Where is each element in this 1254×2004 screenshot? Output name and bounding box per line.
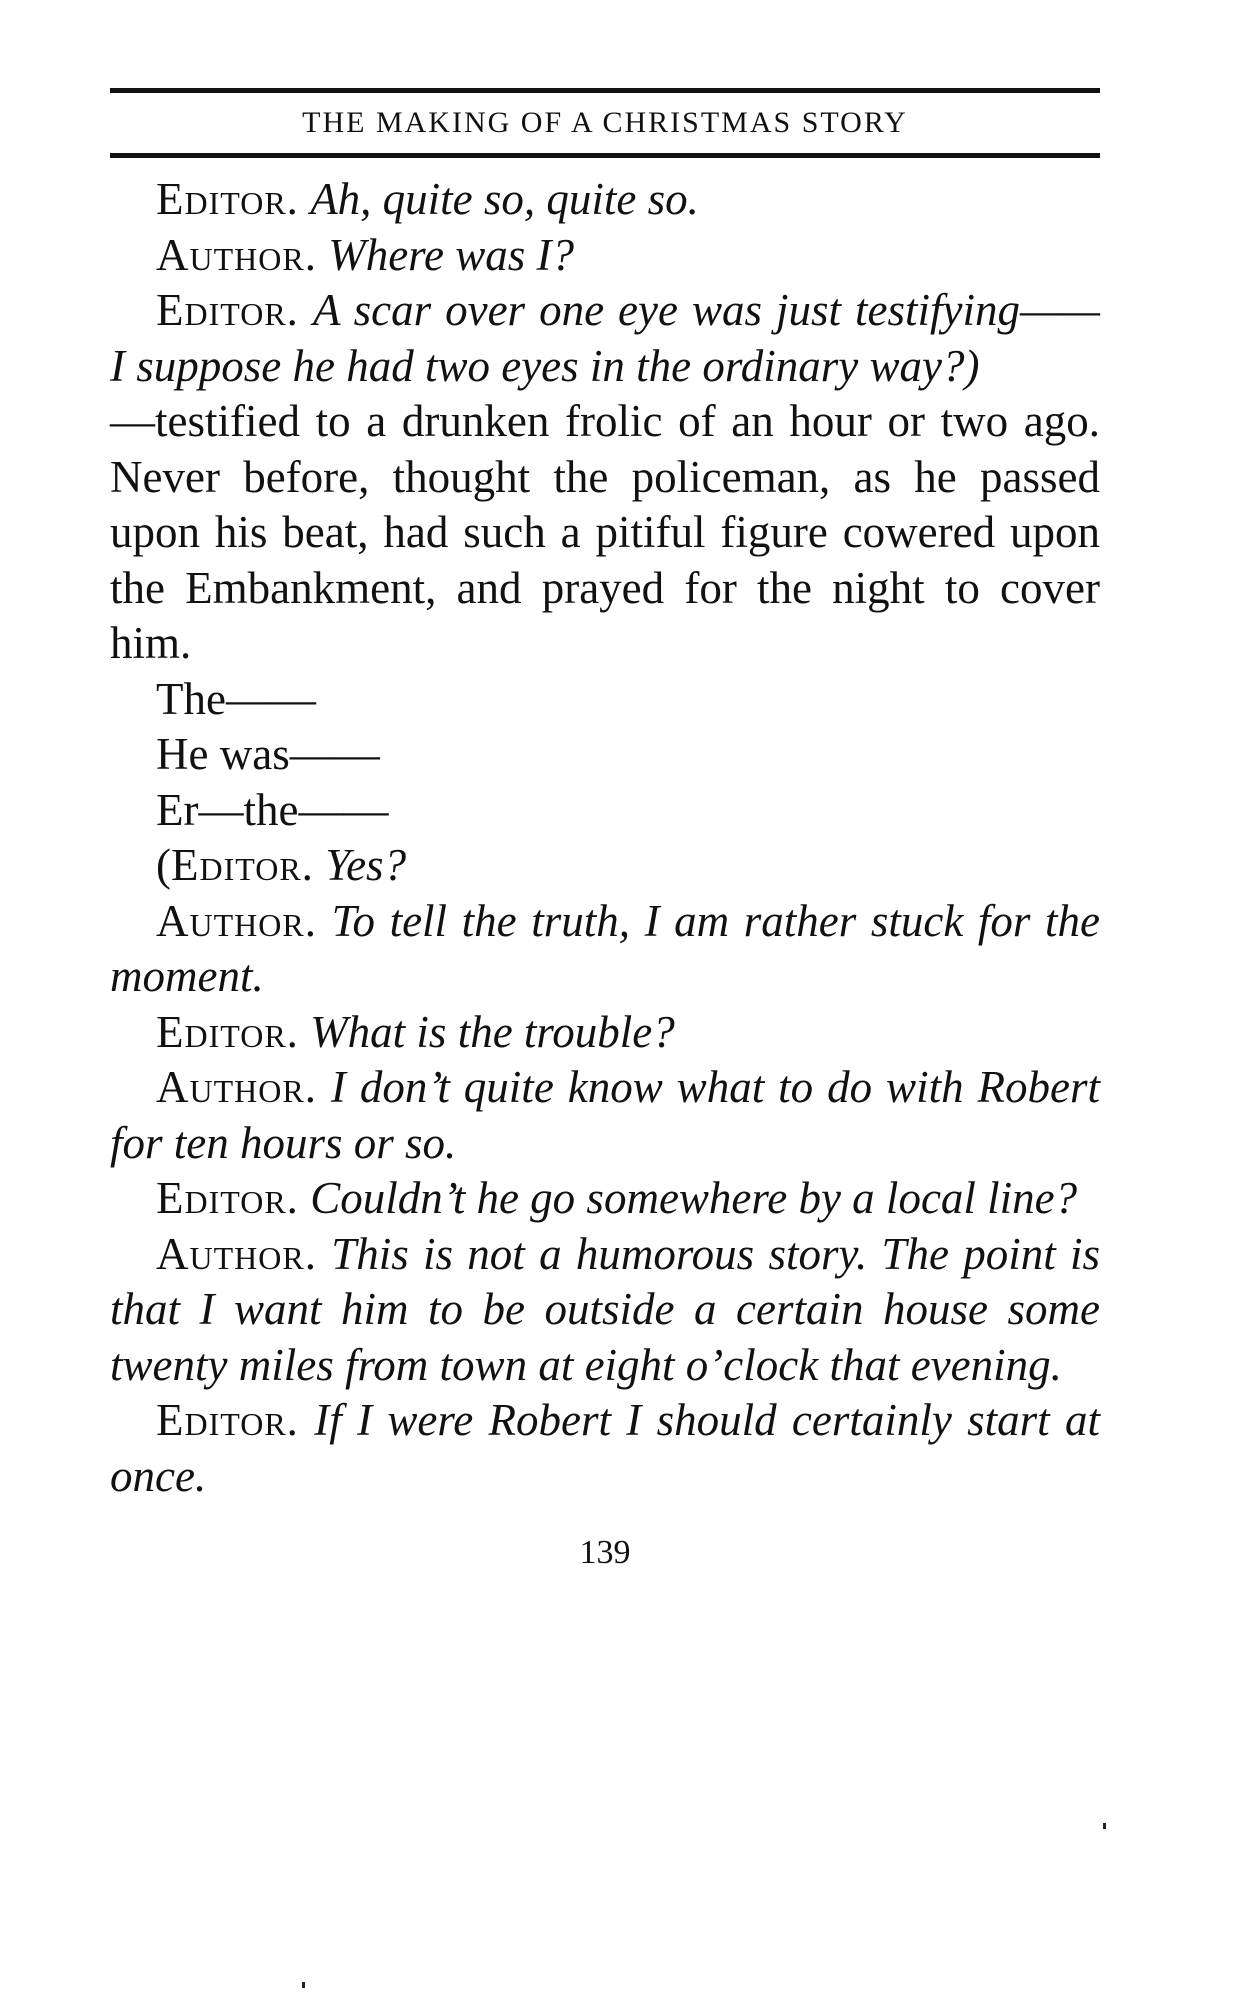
- page-number: 139: [579, 1534, 631, 1571]
- dialogue-text: Yes?: [325, 840, 407, 890]
- narrative-line: He was——: [156, 729, 380, 779]
- paragraph: [110, 1393, 1100, 1504]
- running-head: THE MAKING OF A CHRISTMAS STORY: [302, 106, 908, 139]
- scan-speck: [302, 1982, 305, 1988]
- dialogue-text: This is not a humorous story. The point is that I want him to be outside a certain house some twenty miles from town at eight o’clock that evening.: [110, 1228, 1101, 1390]
- speaker-label: Editor.: [156, 1006, 299, 1057]
- dialogue-text: Where was I?: [328, 229, 575, 280]
- speaker-label: Author.: [156, 895, 317, 946]
- paragraph: [110, 838, 1100, 894]
- narrative-line: The——: [156, 673, 316, 724]
- paragraph: [110, 228, 1100, 284]
- dialogue-text: A scar over one eye was just testifying—— I suppose he had two eyes in the ordinary way?): [110, 285, 1100, 391]
- speaker-label: Author.: [156, 1062, 317, 1112]
- dialogue-text: Couldn’t he go somewhere by a local line?: [310, 1173, 1078, 1223]
- open-paren: (: [156, 840, 171, 890]
- speaker-label: Author.: [156, 229, 317, 280]
- dialogue-text: I don’t quite know what to do with Robert for ten hours or so.: [110, 1062, 1100, 1168]
- paragraph: [110, 283, 1100, 394]
- paragraph: [110, 172, 1100, 228]
- dialogue-text: What is the trouble?: [310, 1006, 675, 1057]
- top-rule: [110, 88, 1100, 93]
- narrative-line: Er—the——: [156, 784, 389, 835]
- page-body: [110, 172, 1100, 1504]
- scan-speck: [1103, 1823, 1106, 1829]
- paragraph: [110, 1005, 1100, 1061]
- speaker-label: Editor.: [156, 174, 299, 224]
- dialogue-text: To tell the truth, I am rather stuck for the moment.: [110, 895, 1101, 1001]
- speaker-label: Editor.: [171, 840, 314, 890]
- book-page: [110, 88, 1100, 1572]
- header-rule: [110, 153, 1100, 158]
- speaker-label: Author.: [156, 1228, 317, 1279]
- paragraph: [110, 1171, 1100, 1227]
- speaker-label: Editor.: [156, 1173, 299, 1223]
- paragraph: [110, 1060, 1100, 1171]
- dialogue-text: Ah, quite so, quite so.: [310, 174, 699, 224]
- paragraph: [110, 894, 1100, 1005]
- narrative-paragraph: —testified to a drunken frolic of an hour or two ago. Never before, thought the policeman, as he passed upon his beat, had such a pitiful figure cowered upon the Embankment, and prayed for the night to cover him.: [110, 396, 1100, 668]
- paragraph: [110, 1227, 1100, 1394]
- speaker-label: Editor.: [156, 1395, 299, 1445]
- speaker-label: Editor.: [156, 285, 299, 335]
- dialogue-text: If I were Robert I should certainly start at once.: [110, 1395, 1101, 1501]
